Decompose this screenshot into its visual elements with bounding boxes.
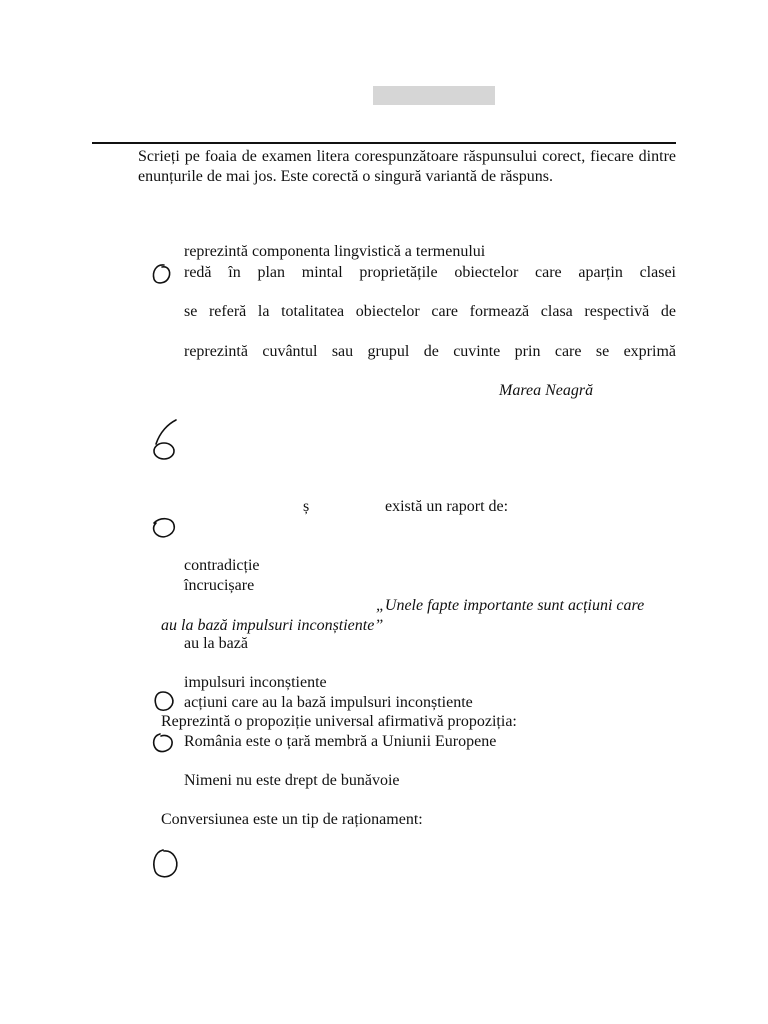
q4-option-d: acțiuni care au la bază impulsuri inconștiente <box>184 694 473 711</box>
q1-option-a: reprezintă componenta lingvistică a termenului <box>184 243 486 260</box>
handwritten-circle-icon <box>150 515 178 541</box>
handwritten-circle-icon <box>150 730 178 756</box>
q2-term: Marea Neagră <box>499 382 594 399</box>
q3-option-c: contradicție <box>184 557 260 574</box>
q1-option-b: redă în plan mintal proprietățile obiectelor care aparțin clasei <box>184 264 676 281</box>
handwritten-circle-icon <box>152 689 178 715</box>
q6-stem: Conversiunea este un tip de raționament: <box>161 811 423 828</box>
handwritten-circle-icon <box>150 846 182 882</box>
instructions-text: Scrieți pe foaia de examen litera corespunzătoare răspunsului corect, fiecare dintre enunțurile de mai jos. Este corectă o singură variantă de răspuns. <box>138 148 676 185</box>
q4-option-a: au la bază <box>184 635 248 652</box>
q5-option-a: România este o țară membră a Uniunii Europene <box>184 733 497 750</box>
q5-option-c: Nimeni nu este drept de bunăvoie <box>184 772 400 789</box>
q4-quote-line2: au la bază impulsuri inconștiente” <box>161 617 384 634</box>
q1-option-d: reprezintă cuvântul sau grupul de cuvinte prin care se exprimă <box>184 343 676 360</box>
q3-conjunction: ș <box>303 498 310 515</box>
q3-stem: există un raport de: <box>385 498 509 515</box>
handwritten-circle-icon <box>150 262 174 286</box>
q1-option-c: se referă la totalitatea obiectelor care formează clasa respectivă de <box>184 303 676 320</box>
q3-option-d: încrucișare <box>184 577 255 594</box>
handwritten-six-icon <box>150 418 180 464</box>
q5-stem: Reprezintă o propoziție universal afirmativă propoziția: <box>161 713 517 730</box>
header-rule <box>92 142 676 144</box>
q4-quote-line1: „Unele fapte importante sunt acțiuni care <box>376 597 645 614</box>
q4-option-c: impulsuri inconștiente <box>184 674 327 691</box>
redacted-header-bar <box>373 86 495 105</box>
